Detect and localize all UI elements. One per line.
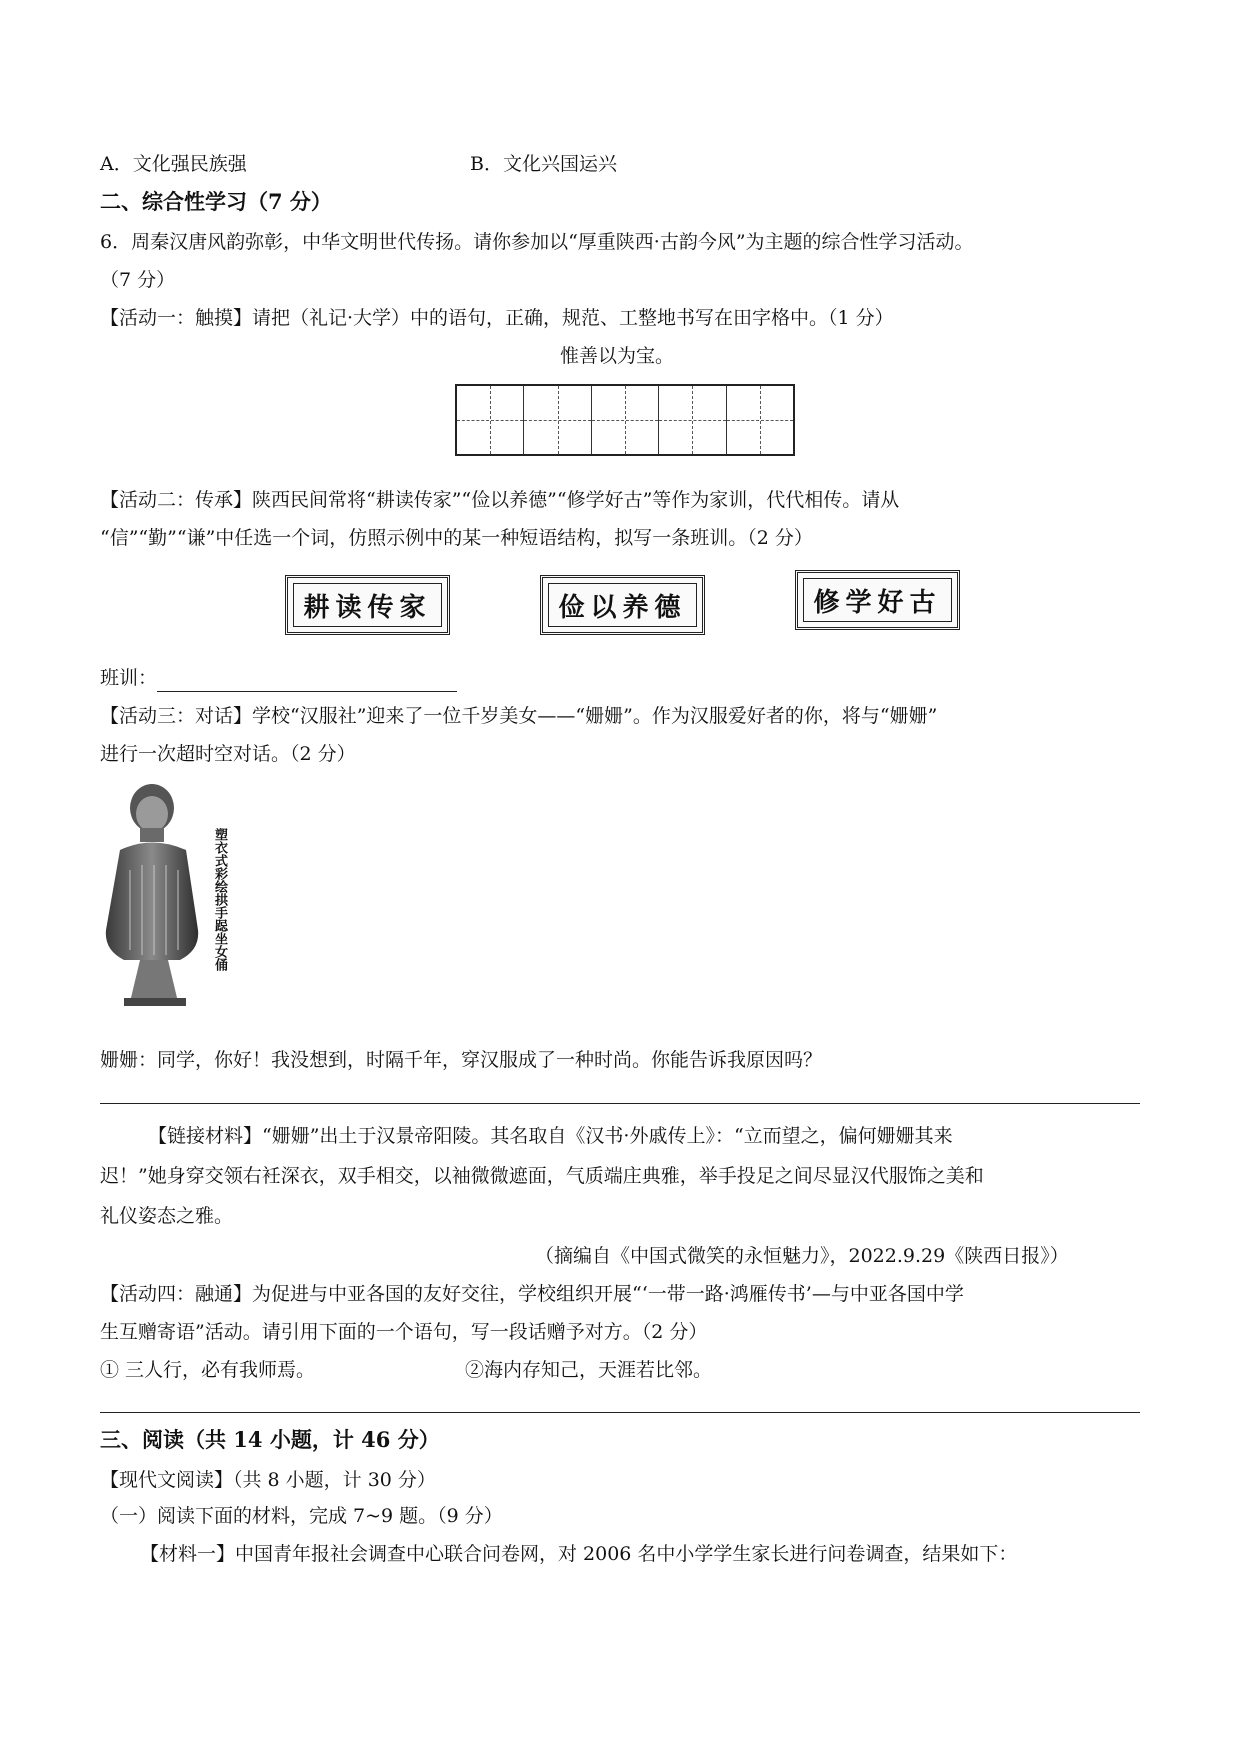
banxun-label: 班训： bbox=[100, 667, 158, 689]
answer-line-1[interactable] bbox=[100, 1103, 1140, 1104]
modern-reading: 【现代文阅读】（共 8 小题，计 30 分） bbox=[100, 1469, 436, 1491]
plaque-text: 耕读传家 bbox=[303, 592, 432, 623]
quote-2: ②海内存知己，天涯若比邻。 bbox=[465, 1359, 713, 1381]
link-source: （摘编自《中国式微笑的永恒魅力》，2022.9.29《陕西日报》） bbox=[535, 1245, 1069, 1267]
activity1-text: 【活动一：触摸】请把（礼记·大学）中的语句，正确，规范、工整地书写在田字格中。（1 分） bbox=[100, 307, 894, 329]
link-line3: 礼仪姿态之雅。 bbox=[100, 1205, 234, 1227]
q6-line1: 6．周秦汉唐风韵弥彰，中华文明世代传扬。请你参加以“厚重陕西·古韵今风”为主题的综合性学习活动。 bbox=[100, 231, 974, 253]
section2-title: 二、综合性学习（7 分） bbox=[100, 189, 332, 214]
plaque-text: 修学好古 bbox=[813, 587, 942, 618]
grid-cell[interactable] bbox=[592, 386, 659, 454]
plaque-jianyi bbox=[540, 575, 705, 635]
quote-1: ① 三人行，必有我师焉。 bbox=[100, 1359, 316, 1381]
banxun-answer-blank[interactable] bbox=[157, 669, 457, 692]
activity4-line2: 生互赠寄语”活动。请引用下面的一个语句，写一段话赠予对方。（2 分） bbox=[100, 1321, 708, 1343]
q6-line2: （7 分） bbox=[100, 269, 176, 291]
activity3-line2: 进行一次超时空对话。（2 分） bbox=[100, 743, 356, 765]
grid-cell[interactable] bbox=[457, 386, 524, 454]
grid-cell[interactable] bbox=[659, 386, 726, 454]
shanshan-line: 姗姗：同学，你好！我没想到，时隔千年，穿汉服成了一种时尚。你能告诉我原因吗？ bbox=[100, 1049, 823, 1071]
plaque-xiuxue bbox=[795, 570, 960, 630]
option-a: A．文化强民族强 bbox=[100, 153, 247, 175]
grid-cell[interactable] bbox=[727, 386, 793, 454]
banxun-row bbox=[100, 664, 457, 692]
activity1-quote: 惟善以为宝。 bbox=[560, 345, 675, 367]
grid-cell[interactable] bbox=[524, 386, 591, 454]
option-b: B．文化兴国运兴 bbox=[470, 153, 617, 175]
section3-title: 三、阅读（共 14 小题，计 46 分） bbox=[100, 1427, 440, 1452]
link-line1: 【链接材料】“姗姗”出土于汉景帝阳陵。其名取自《汉书·外戚传上》：“立而望之，偏何姗姗其来 bbox=[148, 1125, 953, 1147]
activity3-line1: 【活动三：对话】学校“汉服社”迎来了一位千岁美女——“姗姗”。作为汉服爱好者的你，将与“姗姗” bbox=[100, 705, 938, 727]
activity4-line1: 【活动四：融通】为促进与中亚各国的友好交往，学校组织开展“‘一带一路·鸿雁传书’—与中亚各国中学 bbox=[100, 1283, 964, 1305]
link-line2: 迟！”她身穿交领右衽深衣，双手相交，以袖微微遮面，气质端庄典雅，举手投足之间尽显汉代服饰之美和 bbox=[100, 1165, 984, 1187]
figurine-caption: 塑衣式彩绘拱手跽坐女俑 bbox=[212, 828, 227, 971]
plaque-gengdu bbox=[285, 575, 450, 635]
material1-text: 【材料一】中国青年报社会调查中心联合问卷网，对 2006 名中小学学生家长进行问卷调查，结果如下： bbox=[140, 1543, 1018, 1565]
part1-text: （一）阅读下面的材料，完成 7~9 题。（9 分） bbox=[100, 1505, 503, 1527]
activity2-line2: “信”“勤”“谦”中任选一个词，仿照示例中的某一种短语结构，拟写一条班训。（2 分） bbox=[100, 527, 813, 549]
activity2-line1: 【活动二：传承】陕西民间常将“耕读传家”“俭以养德”“修学好古”等作为家训，代代相传。请从 bbox=[100, 489, 900, 511]
answer-line-2[interactable] bbox=[100, 1412, 1140, 1413]
plaque-text: 俭以养德 bbox=[558, 592, 687, 623]
tianzige-grid[interactable] bbox=[455, 384, 795, 456]
